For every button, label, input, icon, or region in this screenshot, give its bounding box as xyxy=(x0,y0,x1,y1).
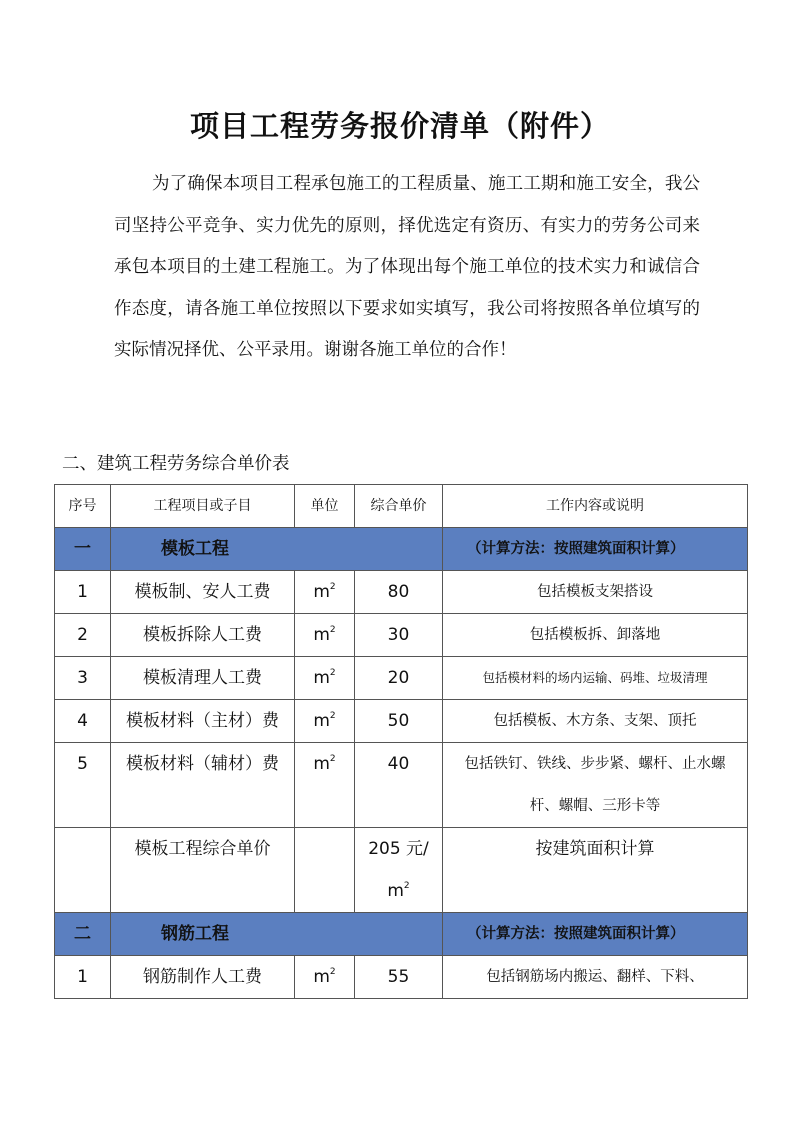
section-title: 二、建筑工程劳务综合单价表 xyxy=(62,454,290,474)
row-desc: 包括模板支架搭设 xyxy=(443,571,748,614)
unit-m: m xyxy=(313,754,330,774)
category-name: 模板工程 xyxy=(111,528,443,571)
unit-m: m xyxy=(387,881,404,901)
table-row xyxy=(55,743,748,828)
price-table xyxy=(54,484,748,999)
unit-m: m xyxy=(313,582,330,602)
table-row xyxy=(55,614,748,657)
row-no: 2 xyxy=(55,614,111,657)
row-no: 3 xyxy=(55,657,111,700)
subtotal-price-unit xyxy=(355,870,442,912)
header-desc: 工作内容或说明 xyxy=(443,485,748,528)
row-desc-line: 杆、螺帽、三形卡等 xyxy=(529,798,661,814)
row-item: 模板材料（主材）费 xyxy=(111,700,295,743)
category-no: 二 xyxy=(55,913,111,956)
row-no: 1 xyxy=(55,571,111,614)
row-unit xyxy=(295,700,355,743)
header-no: 序号 xyxy=(55,485,111,528)
table-row xyxy=(55,657,748,700)
unit-sup: 2 xyxy=(403,881,410,891)
row-desc: 包括钢筋场内搬运、翻样、下料、 xyxy=(443,956,748,999)
row-no: 5 xyxy=(55,743,111,828)
row-item: 钢筋制作人工费 xyxy=(111,956,295,999)
unit-m: m xyxy=(313,668,330,688)
table-row xyxy=(55,700,748,743)
unit-sup: 2 xyxy=(329,668,336,678)
row-unit xyxy=(295,614,355,657)
row-desc-line: 包括铁钉、铁线、步步紧、螺杆、止水螺 xyxy=(464,756,726,772)
header-unit: 单位 xyxy=(295,485,355,528)
row-desc: 包括模板、木方条、支架、顶托 xyxy=(443,700,748,743)
category-row xyxy=(55,528,748,571)
unit-sup: 2 xyxy=(329,711,336,721)
row-price: 50 xyxy=(355,700,443,743)
header-price: 综合单价 xyxy=(355,485,443,528)
row-item: 模板拆除人工费 xyxy=(111,614,295,657)
table-header-row xyxy=(55,485,748,528)
subtotal-item: 模板工程综合单价 xyxy=(111,828,295,913)
row-item: 模板材料（辅材）费 xyxy=(111,743,295,828)
unit-sup: 2 xyxy=(329,967,336,977)
page-title: 项目工程劳务报价清单（附件） xyxy=(189,109,610,143)
intro-paragraph: 为了确保本项目工程承包施工的工程质量、施工工期和施工安全，我公司坚持公平竞争、实力优先的原则，择优选定有资历、有实力的劳务公司来承包本项目的土建工程施工。为了体现出每个施工单位的技术实力和诚信合作态度，请各施工单位按照以下要求如实填写，我公司将按照各单位填写的实际情况择优、公平录用。谢谢各施工单位的合作！ xyxy=(114,174,700,360)
unit-m: m xyxy=(313,967,330,987)
row-item: 模板清理人工费 xyxy=(111,657,295,700)
category-row xyxy=(55,913,748,956)
unit-sup: 2 xyxy=(329,754,336,764)
category-no: 一 xyxy=(55,528,111,571)
row-desc: 包括模材料的场内运输、码堆、垃圾清理 xyxy=(443,657,748,700)
row-desc xyxy=(443,743,748,828)
subtotal-no xyxy=(55,828,111,913)
row-price: 20 xyxy=(355,657,443,700)
row-price: 55 xyxy=(355,956,443,999)
header-item: 工程项目或子目 xyxy=(111,485,295,528)
row-no: 4 xyxy=(55,700,111,743)
subtotal-desc: 按建筑面积计算 xyxy=(443,828,748,913)
row-unit xyxy=(295,657,355,700)
subtotal-row xyxy=(55,828,748,913)
row-unit xyxy=(295,743,355,828)
subtotal-unit xyxy=(295,828,355,913)
row-price: 30 xyxy=(355,614,443,657)
table-row xyxy=(55,571,748,614)
row-price: 40 xyxy=(355,743,443,828)
row-item: 模板制、安人工费 xyxy=(111,571,295,614)
subtotal-price xyxy=(355,828,443,913)
category-note: （计算方法：按照建筑面积计算） xyxy=(443,528,748,571)
unit-m: m xyxy=(313,711,330,731)
row-no: 1 xyxy=(55,956,111,999)
unit-sup: 2 xyxy=(329,582,336,592)
table-row xyxy=(55,956,748,999)
row-unit xyxy=(295,571,355,614)
category-note: （计算方法：按照建筑面积计算） xyxy=(443,913,748,956)
unit-m: m xyxy=(313,625,330,645)
row-unit xyxy=(295,956,355,999)
unit-sup: 2 xyxy=(329,625,336,635)
category-name: 钢筋工程 xyxy=(111,913,443,956)
subtotal-price-value: 205 元/ xyxy=(368,839,429,859)
row-desc: 包括模板拆、卸落地 xyxy=(443,614,748,657)
row-price: 80 xyxy=(355,571,443,614)
